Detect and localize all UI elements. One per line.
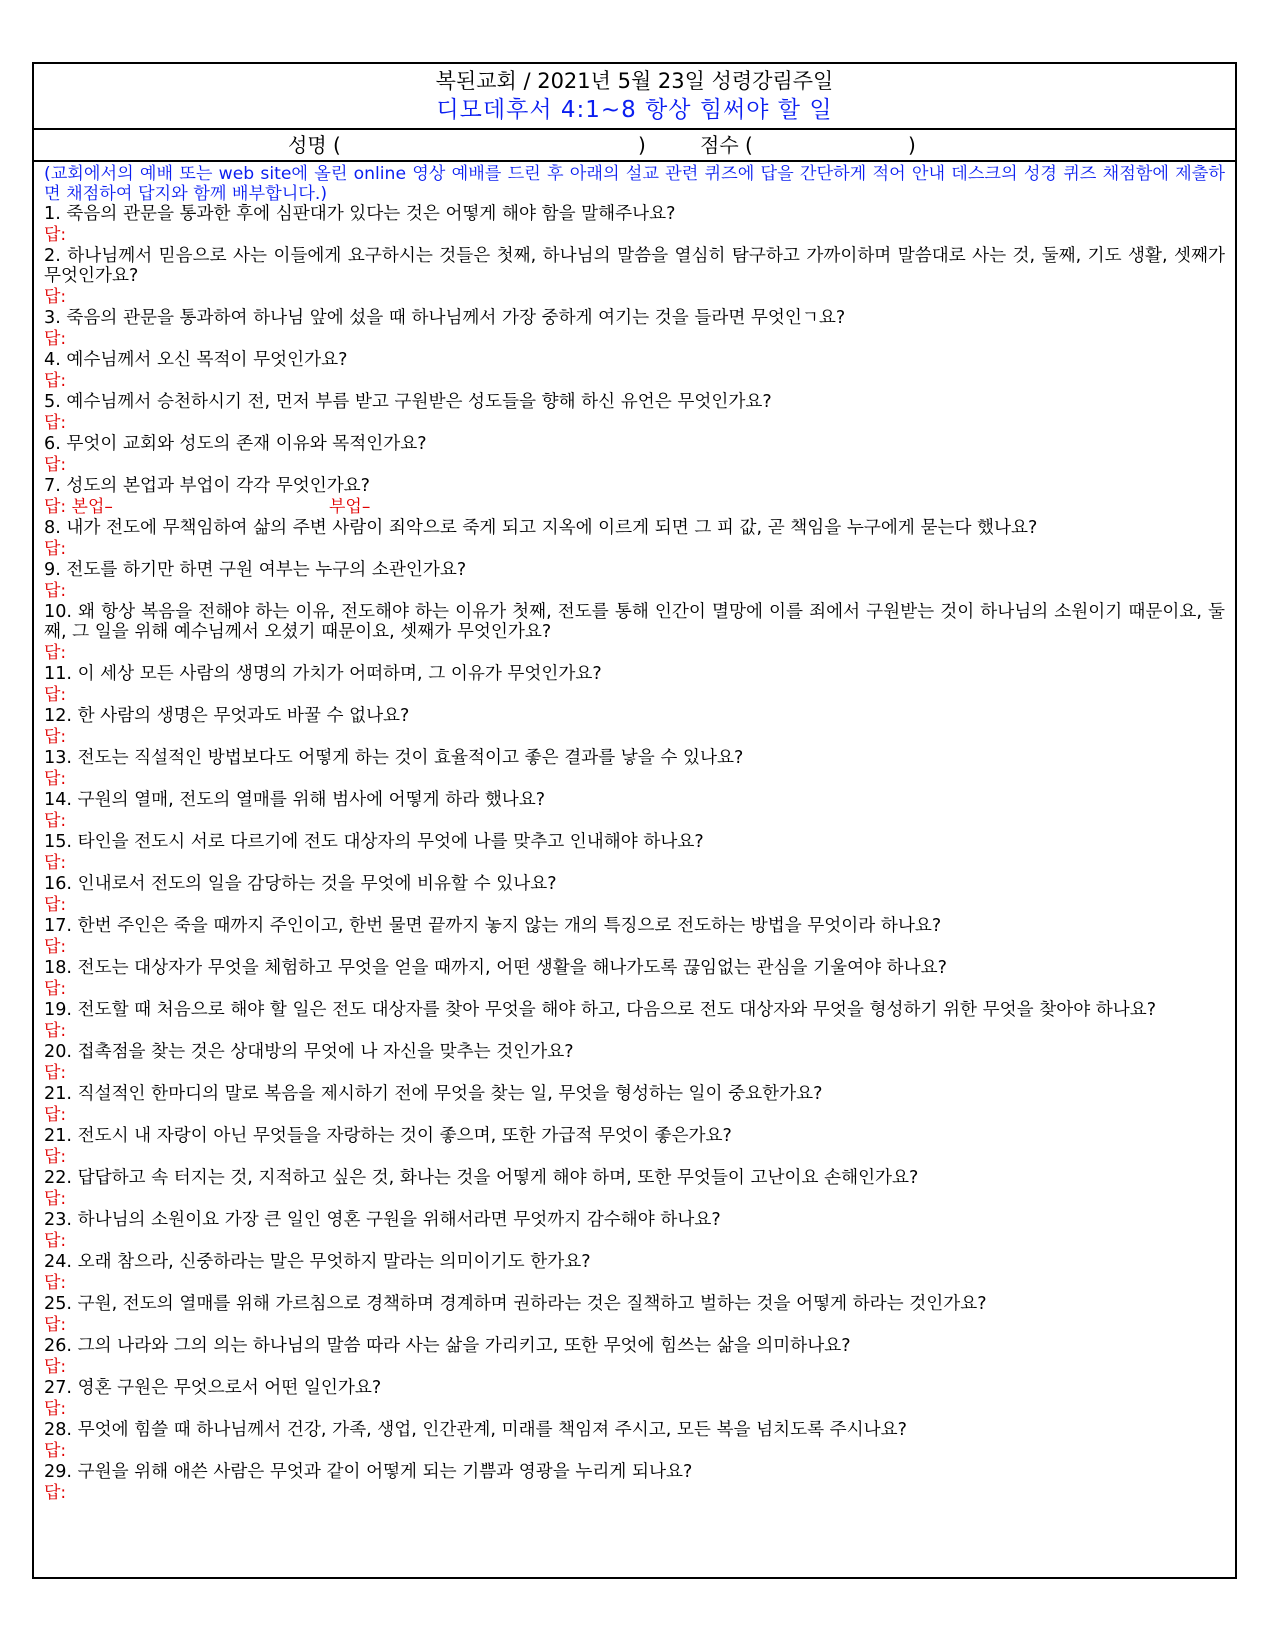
answer-label: 답: [44, 225, 67, 245]
answer-line[interactable] [44, 1398, 1225, 1420]
answer-line[interactable] [44, 1230, 1225, 1252]
question-item [44, 1294, 1225, 1336]
answer-line[interactable] [44, 1272, 1225, 1294]
answer-line[interactable] [44, 370, 1225, 392]
question-text: 22. 답답하고 속 터지는 것, 지적하고 싶은 것, 화나는 것을 어떻게 해야 하며, 또한 무엇들이 고난이요 손해인가요? [44, 1168, 919, 1188]
name-score-row [34, 130, 1235, 162]
score-close: ) [908, 133, 916, 157]
question-item [44, 476, 1225, 518]
answer-line[interactable] [44, 328, 1225, 350]
answer-label: 답: [44, 1441, 67, 1461]
question-item [44, 1336, 1225, 1378]
question-item [44, 874, 1225, 916]
answer-line[interactable] [44, 1104, 1225, 1126]
question-item [44, 1462, 1225, 1504]
answer-label: 답: 본업– [44, 497, 113, 517]
question-text: 21. 직설적인 한마디의 말로 복음을 제시하기 전에 무엇을 찾는 일, 무엇을 형성하는 일이 중요한가요? [44, 1084, 823, 1104]
answer-label: 답: [44, 811, 67, 831]
question-text: 8. 내가 전도에 무책임하여 삶의 주변 사람이 죄악으로 죽게 되고 지옥에 이르게 되면 그 피 값, 곧 책임을 누구에게 묻는다 했나요? [44, 518, 1038, 538]
question-text: 26. 그의 나라와 그의 의는 하나님의 말씀 따라 사는 삶을 가리키고, 또한 무엇에 힘쓰는 삶을 의미하나요? [44, 1336, 851, 1356]
question-item [44, 706, 1225, 748]
answer-line[interactable] [44, 1062, 1225, 1084]
question-text: 28. 무엇에 힘쓸 때 하나님께서 건강, 가족, 생업, 인간관계, 미래를 책임져 주시고, 모든 복을 넘치도록 주시나요? [44, 1420, 907, 1440]
question-item [44, 1000, 1225, 1042]
question-item [44, 1168, 1225, 1210]
answer-label: 답: [44, 1357, 67, 1377]
sheet-header [34, 64, 1235, 130]
question-text: 25. 구원, 전도의 열매를 위해 가르침으로 경책하며 경계하며 권하라는 것은 질책하고 벌하는 것을 어떻게 하라는 것인가요? [44, 1294, 987, 1314]
question-text: 7. 성도의 본업과 부업이 각각 무엇인가요? [44, 476, 371, 496]
question-text: 1. 죽음의 관문을 통과한 후에 심판대가 있다는 것은 어떻게 해야 함을 말해주나요? [44, 204, 676, 224]
question-item [44, 1420, 1225, 1462]
answer-label: 답: [44, 1483, 67, 1503]
answer-line[interactable] [44, 936, 1225, 958]
answer-label: 답: [44, 455, 67, 475]
question-text: 21. 전도시 내 자랑이 아닌 무엇들을 자랑하는 것이 좋으며, 또한 가급적 무엇이 좋은가요? [44, 1126, 732, 1146]
answer-line[interactable] [44, 1356, 1225, 1378]
question-text: 14. 구원의 열매, 전도의 열매를 위해 범사에 어떻게 하라 했나요? [44, 790, 546, 810]
answer-line[interactable] [44, 1314, 1225, 1336]
answer-label: 답: [44, 895, 67, 915]
question-item [44, 308, 1225, 350]
answer-label: 답: [44, 413, 67, 433]
quiz-sheet [32, 62, 1237, 1579]
question-item [44, 916, 1225, 958]
question-text: 23. 하나님의 소원이요 가장 큰 일인 영혼 구원을 위해서라면 무엇까지 감수해야 하나요? [44, 1210, 721, 1230]
instructions: (교회에서의 예배 또는 web site에 올린 online 영상 예배를 드린 후 아래의 설교 관련 퀴즈에 답을 간단하게 적어 안내 데스크의 성경 퀴즈 채점함에 제출하면 채점하여 답지와 함께 배부합니다.) [44, 164, 1225, 204]
question-text: 17. 한번 주인은 죽을 때까지 주인이고, 한번 물면 끝까지 놓지 않는 개의 특징으로 전도하는 방법을 무엇이라 하나요? [44, 916, 942, 936]
answer-line[interactable] [44, 768, 1225, 790]
answer-label: 답: [44, 1273, 67, 1293]
answer-label-side-job: 부업– [329, 497, 371, 517]
question-text: 18. 전도는 대상자가 무엇을 체험하고 무엇을 얻을 때까지, 어떤 생활을 해나가도록 끊임없는 관심을 기울여야 하나요? [44, 958, 948, 978]
question-text: 27. 영혼 구원은 무엇으로서 어떤 일인가요? [44, 1378, 382, 1398]
answer-line[interactable] [44, 224, 1225, 246]
question-item [44, 1084, 1225, 1126]
question-item [44, 434, 1225, 476]
answer-label: 답: [44, 937, 67, 957]
question-item [44, 560, 1225, 602]
question-item [44, 246, 1225, 308]
answer-label: 답: [44, 853, 67, 873]
question-item [44, 350, 1225, 392]
question-text: 15. 타인을 전도시 서로 다르기에 전도 대상자의 무엇에 나를 맞추고 인내해야 하나요? [44, 832, 704, 852]
answer-line[interactable] [44, 852, 1225, 874]
answer-label: 답: [44, 371, 67, 391]
answer-line[interactable] [44, 1146, 1225, 1168]
question-item [44, 664, 1225, 706]
question-text: 12. 한 사람의 생명은 무엇과도 바꿀 수 없나요? [44, 706, 410, 726]
question-list [44, 204, 1225, 1504]
answer-line[interactable] [44, 1440, 1225, 1462]
question-item [44, 1210, 1225, 1252]
answer-label: 답: [44, 643, 67, 663]
answer-line[interactable] [44, 894, 1225, 916]
answer-line[interactable] [44, 1188, 1225, 1210]
question-text: 9. 전도를 하기만 하면 구원 여부는 누구의 소관인가요? [44, 560, 467, 580]
answer-label: 답: [44, 1147, 67, 1167]
answer-line[interactable] [44, 454, 1225, 476]
question-item [44, 518, 1225, 560]
answer-line[interactable] [44, 1482, 1225, 1504]
question-text: 29. 구원을 위해 애쓴 사람은 무엇과 같이 어떻게 되는 기쁨과 영광을 누리게 되나요? [44, 1462, 693, 1482]
question-item [44, 832, 1225, 874]
church-date-title: 복된교회 / 2021년 5월 23일 성령강림주일 [435, 69, 834, 93]
question-text: 16. 인내로서 전도의 일을 감당하는 것을 무엇에 비유할 수 있나요? [44, 874, 557, 894]
question-text: 4. 예수님께서 오신 목적이 무엇인가요? [44, 350, 348, 370]
answer-label: 답: [44, 329, 67, 349]
question-item [44, 602, 1225, 664]
answer-label: 답: [44, 685, 67, 705]
answer-line[interactable] [44, 642, 1225, 664]
question-item [44, 958, 1225, 1000]
answer-label: 답: [44, 1063, 67, 1083]
name-label: 성명 ( [288, 133, 341, 157]
quiz-content [34, 162, 1235, 1504]
question-text: 24. 오래 참으라, 신중하라는 말은 무엇하지 말라는 의미이기도 한가요? [44, 1252, 591, 1272]
answer-label: 답: [44, 287, 67, 307]
answer-label: 답: [44, 1399, 67, 1419]
scripture-title: 디모데후서 4:1~8 항상 힘써야 할 일 [436, 97, 833, 123]
answer-label: 답: [44, 979, 67, 999]
question-text: 13. 전도는 직설적인 방법보다도 어떻게 하는 것이 효율적이고 좋은 결과를 낳을 수 있나요? [44, 748, 744, 768]
answer-label: 답: [44, 1231, 67, 1251]
answer-label: 답: [44, 539, 67, 559]
answer-label: 답: [44, 769, 67, 789]
question-item [44, 1042, 1225, 1084]
answer-line[interactable] [44, 412, 1225, 434]
answer-line[interactable] [44, 978, 1225, 1000]
answer-label: 답: [44, 1021, 67, 1041]
question-text: 5. 예수님께서 승천하시기 전, 먼저 부름 받고 구원받은 성도들을 향해 하신 유언은 무엇인가요? [44, 392, 772, 412]
answer-label: 답: [44, 581, 67, 601]
answer-line[interactable] [44, 538, 1225, 560]
question-item [44, 204, 1225, 246]
question-text: 3. 죽음의 관문을 통과하여 하나님 앞에 섰을 때 하나님께서 가장 중하게 여기는 것을 들라면 무엇인ㄱ요? [44, 308, 846, 328]
answer-line[interactable] [44, 1020, 1225, 1042]
answer-line-main-side-job[interactable] [44, 496, 1225, 518]
question-item [44, 392, 1225, 434]
answer-line[interactable] [44, 810, 1225, 832]
question-text: 2. 하나님께서 믿음으로 사는 이들에게 요구하시는 것들은 첫째, 하나님의 말씀을 열심히 탐구하고 가까이하며 말씀대로 사는 것, 둘째, 기도 생활, 셋째가 무엇인가요? [44, 246, 1225, 286]
question-text: 10. 왜 항상 복음을 전해야 하는 이유, 전도해야 하는 이유가 첫째, 전도를 통해 인간이 멸망에 이를 죄에서 구원받는 것이 하나님의 소원이기 때문이요, 둘째, 그 일을 위해 예수님께서 오셨기 때문이요, 셋째가 무엇인가요? [44, 602, 1225, 642]
question-item [44, 748, 1225, 790]
answer-label: 답: [44, 727, 67, 747]
question-item [44, 1252, 1225, 1294]
question-text: 19. 전도할 때 처음으로 해야 할 일은 전도 대상자를 찾아 무엇을 해야 하고, 다음으로 전도 대상자와 무엇을 형성하기 위한 무엇을 찾아야 하나요? [44, 1000, 1157, 1020]
question-text: 20. 접촉점을 찾는 것은 상대방의 무엇에 나 자신을 맞추는 것인가요? [44, 1042, 574, 1062]
answer-line[interactable] [44, 286, 1225, 308]
answer-line[interactable] [44, 580, 1225, 602]
answer-label: 답: [44, 1189, 67, 1209]
question-item [44, 790, 1225, 832]
question-item [44, 1126, 1225, 1168]
name-close: ) [638, 133, 646, 157]
question-text: 6. 무엇이 교회와 성도의 존재 이유와 목적인가요? [44, 434, 427, 454]
question-text: 11. 이 세상 모든 사람의 생명의 가치가 어떠하며, 그 이유가 무엇인가요? [44, 664, 602, 684]
question-item [44, 1378, 1225, 1420]
answer-label: 답: [44, 1315, 67, 1335]
score-label: 점수 ( [700, 133, 753, 157]
answer-line[interactable] [44, 684, 1225, 706]
answer-line[interactable] [44, 726, 1225, 748]
answer-label: 답: [44, 1105, 67, 1125]
